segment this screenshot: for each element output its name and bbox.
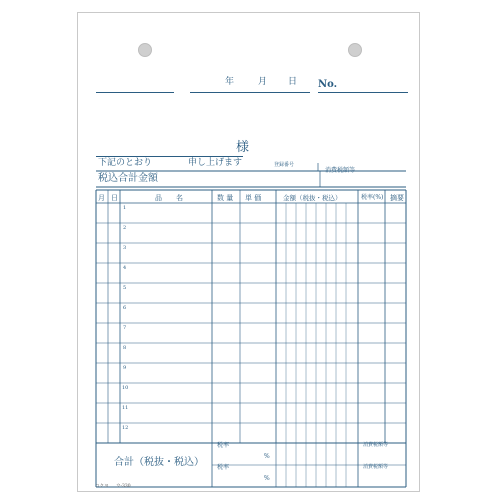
form-grid: [78, 13, 421, 493]
date-left-line: [96, 92, 174, 93]
row-number: 8: [123, 345, 127, 351]
number-line: [318, 92, 408, 93]
sum-label: 合計（税抜・税込）: [114, 457, 204, 468]
invoice-form-sheet: [77, 12, 420, 492]
footer-tax-label-1: 消費税額等: [363, 442, 389, 448]
row-number: 7: [123, 325, 127, 331]
tax-rate-label-2: 税率: [217, 464, 230, 471]
row-number: 5: [123, 285, 127, 291]
percent-label-2: %: [264, 475, 270, 482]
product-code: ウ-330: [116, 484, 131, 489]
row-number: 12: [122, 425, 129, 431]
year-label: 年: [225, 77, 235, 87]
header-day: 日: [111, 194, 118, 202]
intro-text: 下記のとおり: [98, 158, 153, 168]
row-number: 2: [123, 225, 127, 231]
header-month: 月: [98, 194, 105, 202]
row-number: 4: [123, 265, 127, 271]
honorific-label: 様: [236, 140, 250, 155]
row-number: 9: [123, 365, 127, 371]
header-item: 品 名: [155, 194, 183, 202]
footer-tax-label-2: 消費税額等: [363, 464, 389, 470]
row-number: 1: [123, 205, 127, 211]
row-number: 6: [123, 305, 127, 311]
header-unit-price: 単 価: [245, 194, 262, 202]
row-number: 11: [122, 405, 129, 411]
total-label: 税込合計金額: [98, 173, 158, 184]
day-label: 日: [288, 77, 298, 87]
row-number: 3: [123, 245, 127, 251]
header-amount: 金額（税抜・税込）: [283, 194, 342, 202]
month-label: 月: [258, 77, 268, 87]
recipient-line: [96, 156, 243, 157]
registration-label: 登録番号: [274, 162, 295, 168]
request-text: 申し上げます: [188, 158, 243, 168]
total-tax-label: 消費税額等: [325, 167, 356, 174]
brand-imprint: コクヨ: [95, 484, 109, 489]
number-label: No.: [318, 79, 338, 90]
percent-label-1: %: [264, 453, 270, 460]
header-tax-rate: 税率(%): [361, 194, 384, 201]
header-qty: 数 量: [217, 194, 234, 202]
date-line: [190, 92, 310, 93]
tax-rate-label-1: 税率: [217, 442, 230, 449]
row-number: 10: [122, 385, 129, 391]
header-notes: 摘要: [390, 194, 404, 202]
